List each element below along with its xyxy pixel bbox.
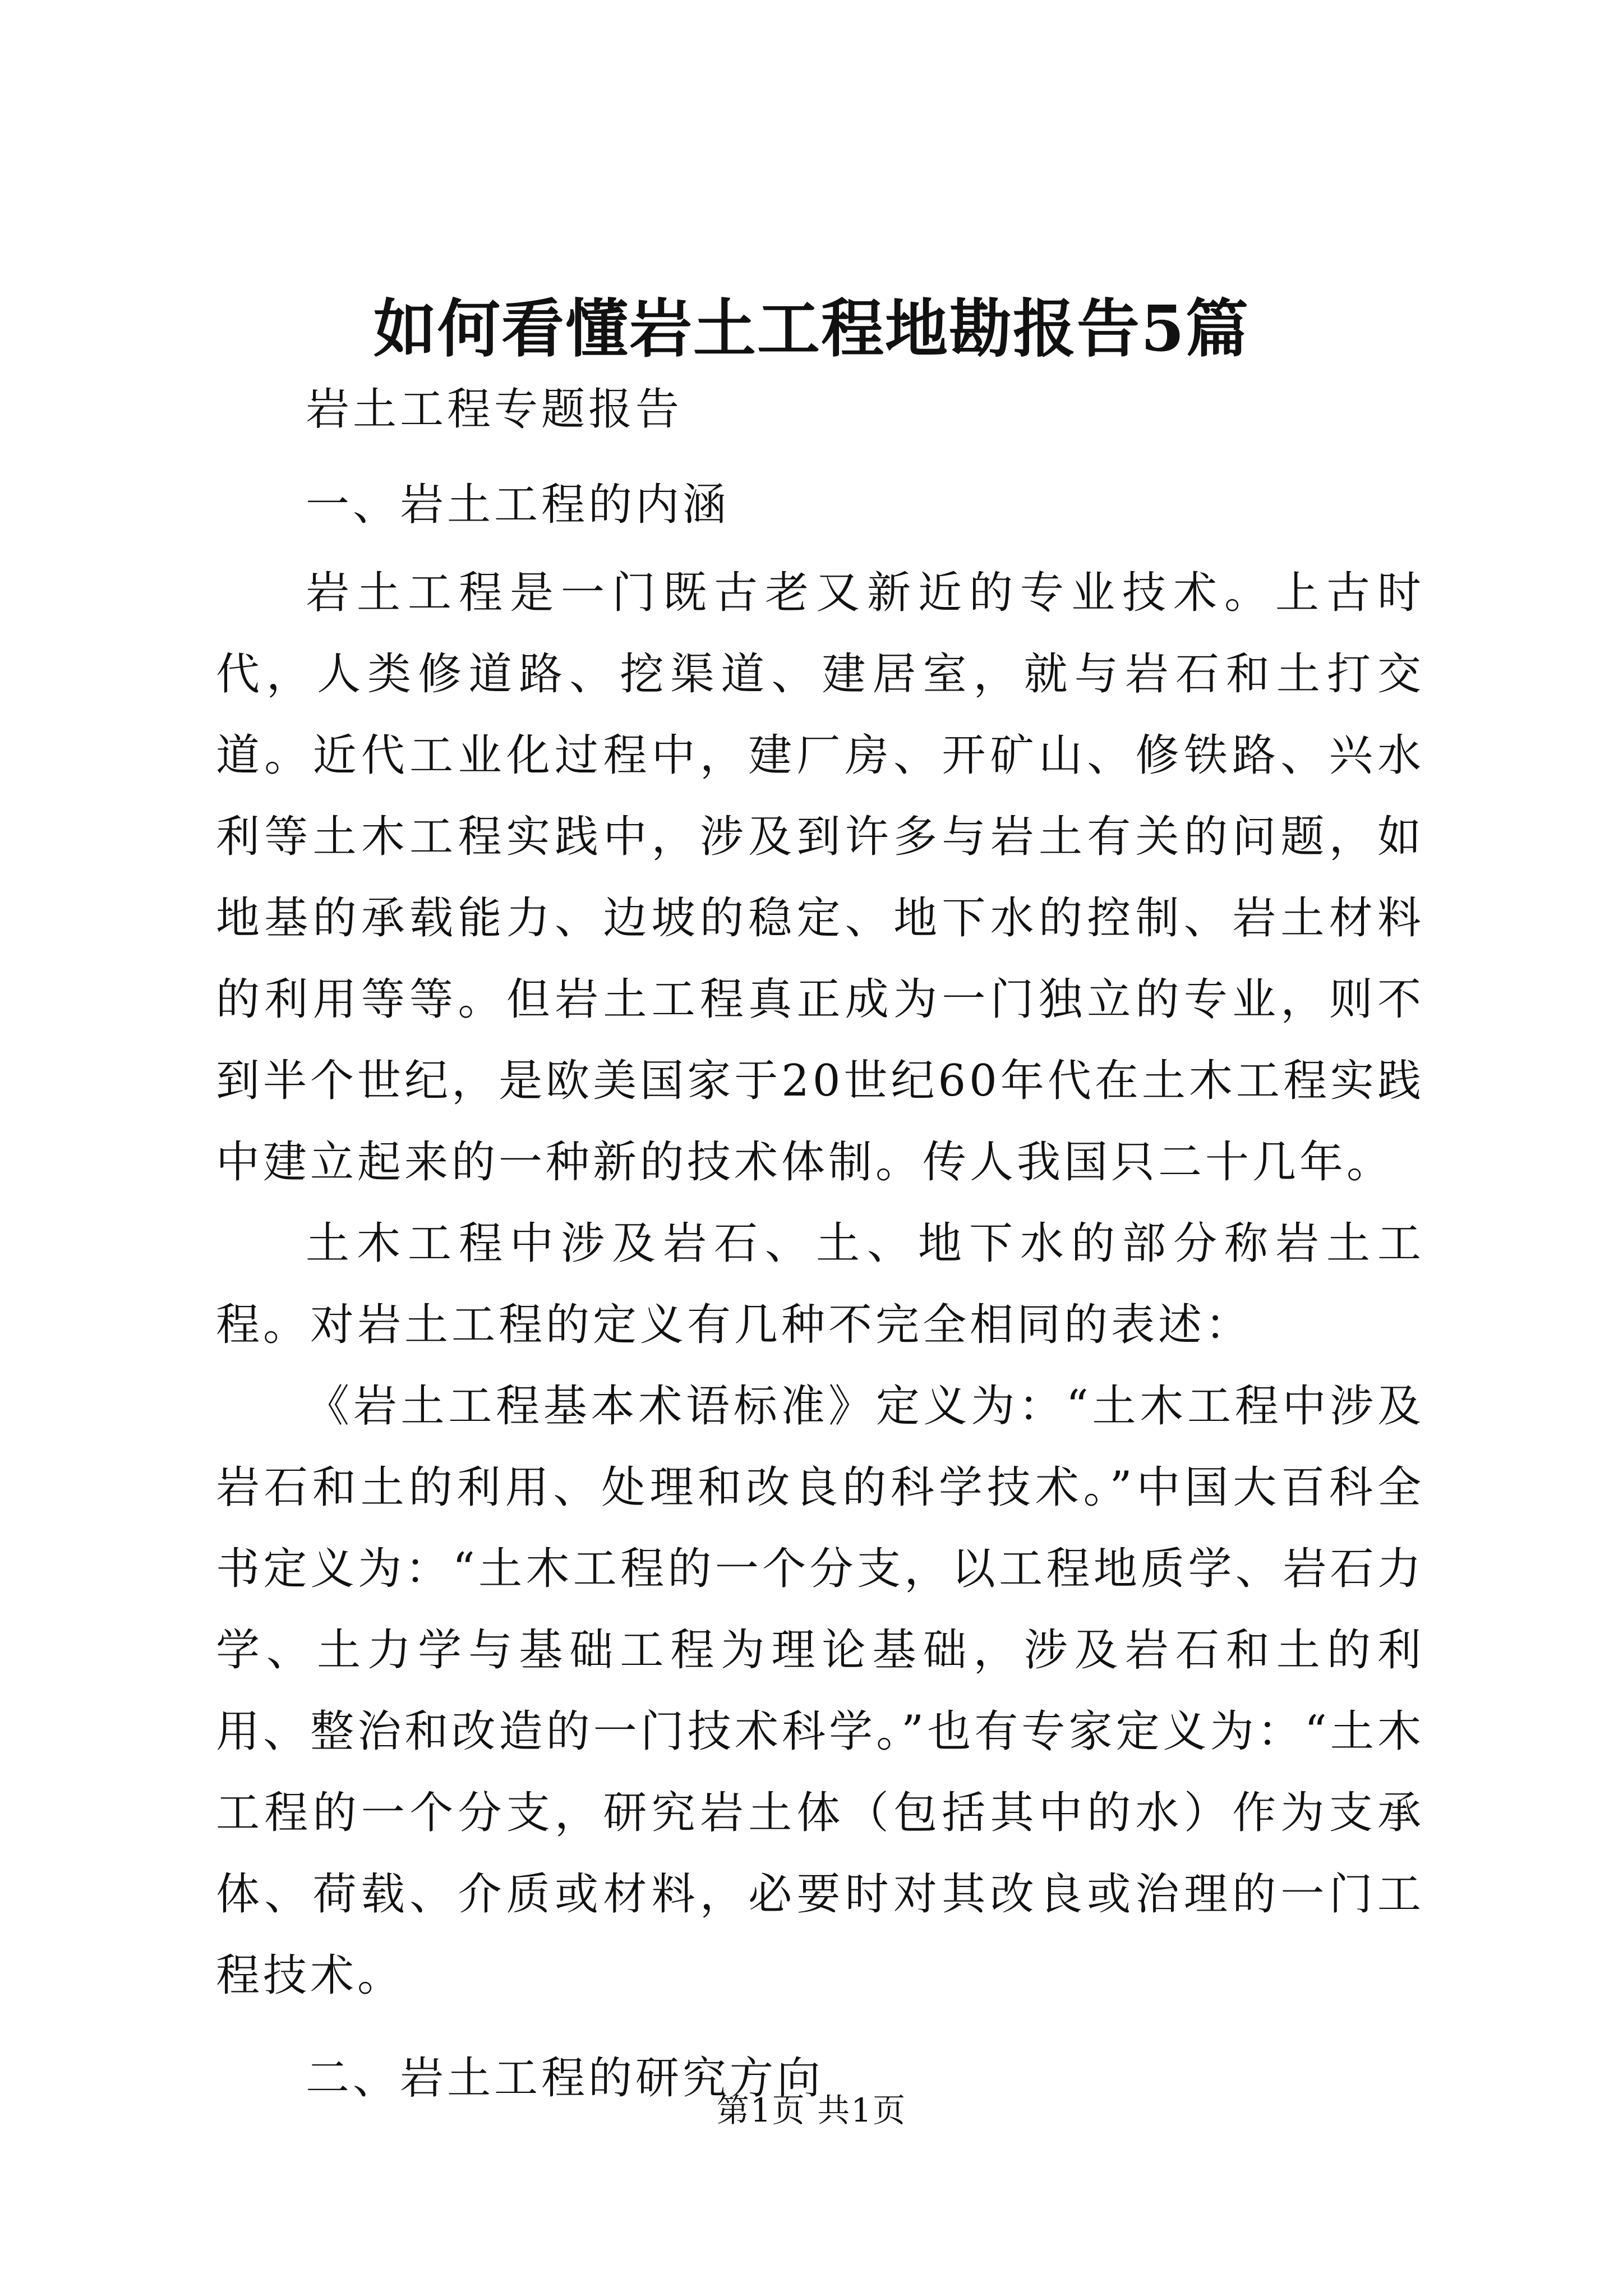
paragraph-3: 《岩土工程基本术语标准》定义为：“土木工程中涉及岩石和土的利用、处理和改良的科学技术。”中国大百科全书定义为：“土木工程的一个分支，以工程地质学、岩石力学、土力学与基础工程为理论基础，涉及岩石和土的利用、整治和改造的一门技术科学。”也有专家定义为：“土木工程的一个分支，研究岩土体（包括其中的水）作为支承体、荷载、介质或材料，必要时对其改良或治理的一门工程技术。 bbox=[216, 1381, 1424, 2001]
document-title: 如何看懂岩土工程地勘报告5篇 bbox=[374, 292, 1249, 366]
document-body bbox=[216, 348, 1424, 2126]
section-heading-2: 二、岩土工程的研究方向 bbox=[306, 2053, 824, 2104]
section-heading-1: 一、岩土工程的内涵 bbox=[306, 480, 730, 530]
page-footer: 第1页 共1页 bbox=[716, 2091, 907, 2129]
report-subtitle: 岩土工程专题报告 bbox=[306, 384, 683, 435]
paragraph-1: 岩土工程是一门既古老又新近的专业技术。上古时代，人类修道路、挖渠道、建居室，就与岩石和土打交道。近代工业化过程中，建厂房、开矿山、修铁路、兴水利等土木工程实践中，涉及到许多与岩土有关的问题，如地基的承载能力、边坡的稳定、地下水的控制、岩土材料的利用等等。但岩土工程真正成为一门独立的专业，则不到半个世纪，是欧美国家于20世纪60年代在土木工程实践中建立起来的一种新的技术体制。传人我国只二十几年。 bbox=[216, 568, 1424, 1188]
paragraph-2: 土木工程中涉及岩石、土、地下水的部分称岩土工程。对岩土工程的定义有几种不完全相同的表述： bbox=[216, 1218, 1424, 1350]
